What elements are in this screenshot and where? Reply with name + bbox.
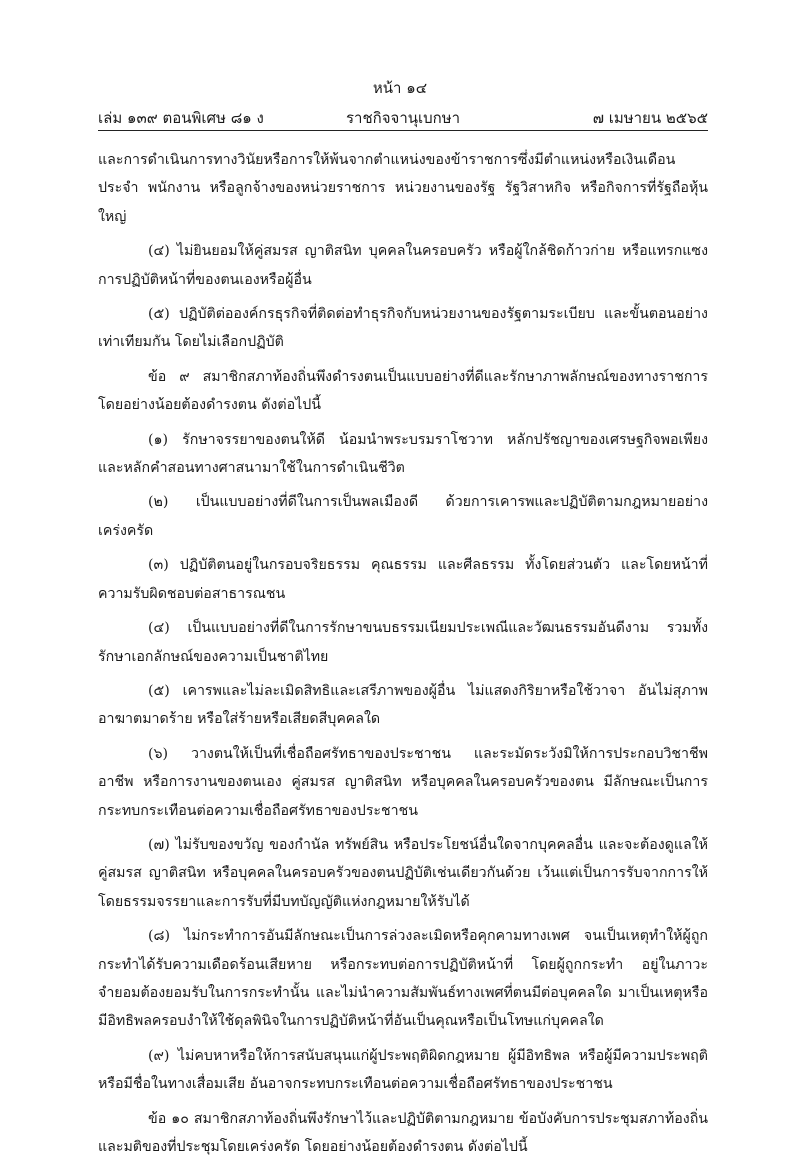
clause-heading: ข้อ ๑๐ สมาชิกสภาท้องถิ่นพึงรักษาไว้และปฏิบัติตามกฎหมาย ข้อบังคับการประชุมสภาท้องถิ่นและมติของที่ประชุมโดยเคร่งครัด โดยอย่างน้อยต้องดำรงตน ดังต่อไปนี้	[98, 1110, 708, 1155]
clause-item: (๕) ปฏิบัติต่อองค์กรธุรกิจที่ติดต่อทำธุรกิจกับหน่วยงานของรัฐตามระเบียบ และขั้นตอนอย่างเท่าเทียมกัน โดยไม่เลือกปฏิบัติ	[98, 306, 708, 351]
header-rule	[98, 130, 708, 131]
document-body	[98, 146, 708, 1167]
clause-item: (๗) ไม่รับของขวัญ ของกำนัล ทรัพย์สิน หรือประโยชน์อื่นใดจากบุคคลอื่น และจะต้องดูแลให้คู่สมรส ญาติสนิท หรือบุคคลในครอบครัวของตนปฏิบัติเช่นเดียวกันด้วย เว้นแต่เป็นการรับจากการให้โดยธรรมจรรยาและการรับที่มีบทบัญญัติแห่งกฎหมายให้รับได้	[98, 836, 708, 910]
clause-item: (๘) ไม่กระทำการอันมีลักษณะเป็นการล่วงละเมิดหรือคุกคามทางเพศ จนเป็นเหตุทำให้ผู้ถูกกระทำได้รับความเดือดร้อนเสียหาย หรือกระทบต่อการปฏิบัติหน้าที่ โดยผู้ถูกกระทำ อยู่ในภาวะจำยอมต้องยอมรับในการกระทำนั้น และไม่นำความสัมพันธ์ทางเพศที่ตนมีต่อบุคคลใด มาเป็นเหตุหรือมีอิทธิพลครอบงำให้ใช้ดุลพินิจในการปฏิบัติหน้าที่อันเป็นคุณหรือเป็นโทษแก่บุคคลใด	[98, 928, 708, 1030]
clause-item: (๙) ไม่คบหาหรือให้การสนับสนุนแก่ผู้ประพฤติผิดกฎหมาย ผู้มีอิทธิพล หรือผู้มีความประพฤติหรือมีชื่อในทางเสื่อมเสีย อันอาจกระทบกระเทือนต่อความเชื่อถือศรัทธาของประชาชน	[98, 1047, 708, 1093]
volume-issue: เล่ม ๑๓๙ ตอนพิเศษ ๘๑ ง	[98, 109, 264, 127]
publication-date: ๗ เมษายน ๒๕๖๕	[592, 109, 708, 127]
clause-heading: ข้อ ๙ สมาชิกสภาท้องถิ่นพึงดำรงตนเป็นแบบอย่างที่ดีและรักษาภาพลักษณ์ของทางราชการ โดยอย่างน้อยต้องดำรงตน ดังต่อไปนี้	[98, 368, 708, 414]
gazette-header	[98, 106, 708, 126]
clause-item: (๓) ปฏิบัติตนอยู่ในกรอบจริยธรรม คุณธรรม และศีลธรรม ทั้งโดยส่วนตัว และโดยหน้าที่ความรับผิดชอบต่อสาธารณชน	[98, 557, 708, 602]
clause-item: (๑) รักษาจรรยาของตนให้ดี น้อมนำพระบรมราโชวาท หลักปรัชญาของเศรษฐกิจพอเพียง และหลักคำสอนทางศาสนามาใช้ในการดำเนินชีวิต	[98, 431, 708, 477]
paragraph-continuation: และการดำเนินการทางวินัยหรือการให้พ้นจากตำแหน่งของข้าราชการซึ่งมีตำแหน่งหรือเงินเดือนประจำ พนักงาน หรือลูกจ้างของหน่วยราชการ หน่วยงานของรัฐ รัฐวิสาหกิจ หรือกิจการที่รัฐถือหุ้นใหญ่	[98, 152, 708, 225]
page-number: หน้า ๑๔	[372, 79, 428, 97]
clause-item: (๔) ไม่ยินยอมให้คู่สมรส ญาติสนิท บุคคลในครอบครัว หรือผู้ใกล้ชิดก้าวก่าย หรือแทรกแซงการปฏิบัติหน้าที่ของตนเองหรือผู้อื่น	[98, 243, 708, 288]
clause-item: (๕) เคารพและไม่ละเมิดสิทธิและเสรีภาพของผู้อื่น ไม่แสดงกิริยาหรือใช้วาจา อันไม่สุภาพอาฆาตมาดร้าย หรือใส่ร้ายหรือเสียดสีบุคคลใด	[98, 682, 708, 728]
clause-item: (๔) เป็นแบบอย่างที่ดีในการรักษาขนบธรรมเนียมประเพณีและวัฒนธรรมอันดีงาม รวมทั้งรักษาเอกลักษณ์ของความเป็นชาติไทย	[98, 620, 708, 665]
clause-item: (๒) เป็นแบบอย่างที่ดีในการเป็นพลเมืองดี ด้วยการเคารพและปฏิบัติตามกฎหมายอย่างเคร่งครัด	[98, 494, 708, 539]
clause-item: (๖) วางตนให้เป็นที่เชื่อถือศรัทธาของประชาชน และระมัดระวังมิให้การประกอบวิชาชีพ อาชีพ หรือการงานของตนเอง คู่สมรส ญาติสนิท หรือบุคคลในครอบครัวของตน มีลักษณะเป็นการกระทบกระเทือนต่อความเชื่อถือศรัทธาของประชาชน	[98, 745, 708, 819]
gazette-name: ราชกิจจานุเบกษา	[346, 109, 461, 127]
